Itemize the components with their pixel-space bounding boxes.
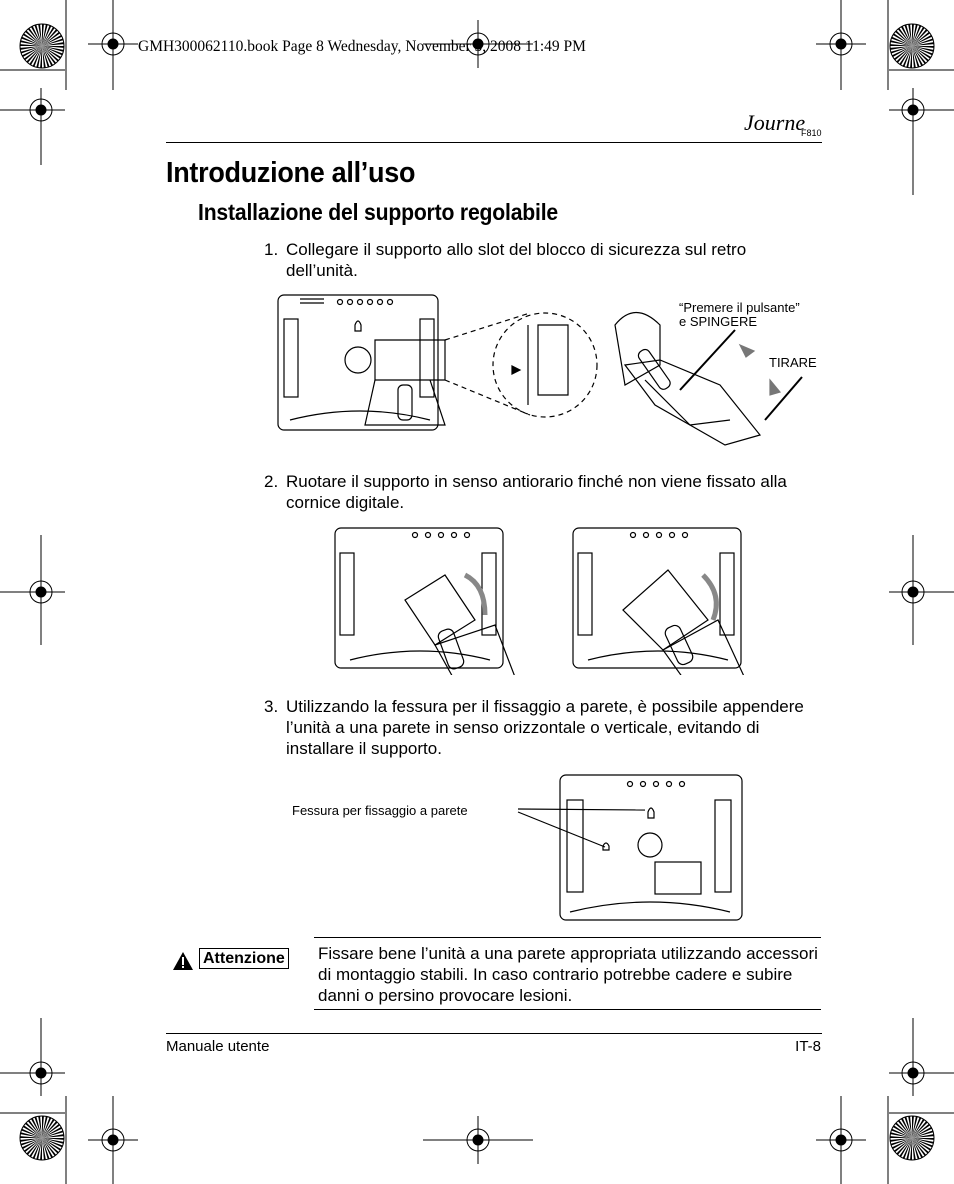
caution-text: Fissare bene l’unità a una parete appropriata utilizzando accessori di montaggio stabili. In caso contrario potrebbe cadere e subire danni o persino provocare lesioni.: [318, 944, 818, 1005]
press-label-line1: “Premere il pulsante”: [679, 300, 800, 315]
starburst-icon: [20, 24, 64, 68]
brand-logo: Journe: [744, 110, 806, 135]
step-text: Ruotare il supporto in senso antiorario finché non viene fissato alla cornice digitale.: [286, 472, 787, 512]
pull-label: TIRARE: [769, 355, 817, 370]
step-text: Collegare il supporto allo slot del blocco di sicurezza sul retro dell’unità.: [286, 240, 747, 280]
step-number: 3.: [264, 697, 279, 716]
press-label-line2: e SPINGERE: [679, 314, 758, 329]
starburst-icon: [890, 24, 934, 68]
footer-manual-label: Manuale utente: [166, 1038, 270, 1055]
section-title: Installazione del supporto regolabile: [198, 199, 559, 225]
page-number: IT-8: [795, 1038, 821, 1055]
slug-line: GMH300062110.book Page 8 Wednesday, November 5, 2008 11:49 PM: [138, 38, 586, 55]
model-label: F810: [801, 128, 822, 138]
starburst-icon: [890, 1116, 934, 1160]
wall-slot-label: Fessura per fissaggio a parete: [292, 803, 468, 818]
caution-badge: Attenzione: [199, 948, 289, 969]
step-number: 2.: [264, 472, 279, 491]
step-number: 1.: [264, 240, 279, 259]
starburst-icon: [20, 1116, 64, 1160]
page-title: Introduzione all’uso: [166, 157, 416, 189]
step-text: Utilizzando la fessura per il fissaggio a parete, è possibile appendere l’unità a una parete in senso orizzontale o verticale, evitando di installare il supporto.: [286, 697, 804, 758]
